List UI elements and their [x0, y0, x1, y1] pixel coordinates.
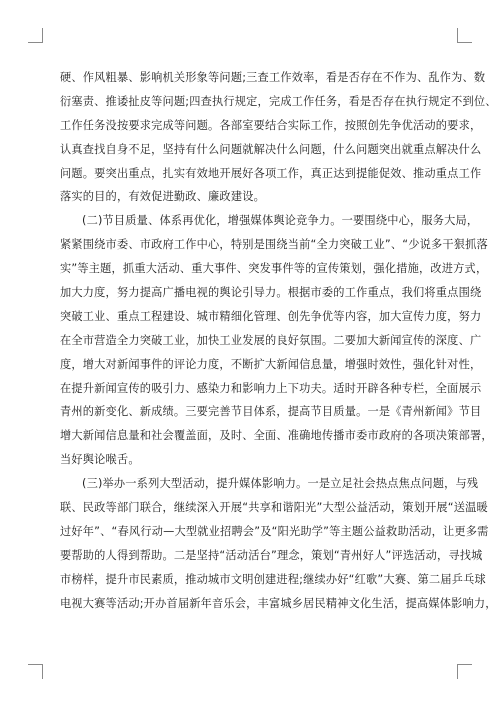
text-line: 联、民政等部门联合，继续深入开展“共享和谐阳光”大型公益活动，策划开展“送温暖 — [60, 501, 488, 515]
crop-mark-bottom-left — [28, 664, 43, 679]
text-line: 增大新闻信息量和社会覆盖面，及时、全面、准确地传播市委市政府的各项决策部署， — [60, 429, 493, 443]
text-line: 在全市营造全力突破工业，加快工业发展的良好氛围。二要加大新闻宣传的深度、广 — [60, 333, 482, 347]
text-line: 实”等主题，抓重大活动、重大事件、突发事件等的宣传策划，强化措施，改进方式， — [60, 262, 488, 276]
text-line: 电视大赛等活动;开办首届新年音乐会，丰富城乡居民精神文化生活，提高媒体影响力， — [60, 596, 497, 610]
crop-mark-top-left — [28, 28, 43, 43]
text-line: 问题。要突出重点，扎实有效地开展好各项工作，真正达到提能促效、推动重点工作 — [60, 166, 482, 180]
text-line: 衍塞责、推诿扯皮等问题;四查执行规定，完成工作任务，看是否存在执行规定不到位、 — [60, 94, 497, 108]
text-line: 要帮助的人得到帮助。二是坚持“活动活台”理念，策划“青州好人”评选活动，寻找城 — [60, 548, 483, 562]
text-line: 市榜样，提升市民素质，推动城市文明创建进程;继续办好“红歌”大赛、第二届乒乓球 — [60, 572, 486, 586]
crop-mark-top-right — [457, 28, 472, 43]
text-line: 过好年”、“春风行动—大型就业招聘会”及“阳光助学”等主题公益救助活动，让更多需 — [60, 524, 489, 538]
text-line: 在提升新闻宣传的吸引力、感染力和影响力上下功夫。适时开辟各种专栏，全面展示 — [60, 381, 482, 395]
text-line: 青州的新变化、新成绩。三要完善节目体系，提高节目质量。一是《青州新闻》节目 — [60, 405, 482, 419]
paragraph-heading-line: (二)节目质量、体系再优化，增强媒体舆论竞争力。一要围绕中心，服务大局， — [82, 214, 479, 228]
paragraph-heading-line: (三)举办一系列大型活动，提升媒体影响力。一是立足社会热点焦点问题，与残 — [82, 477, 479, 491]
text-line: 认真查找自身不足，坚持有什么问题就解决什么问题，什么问题突出就重点解决什么 — [60, 142, 482, 156]
text-line: 硬、作风粗暴、影响机关形象等问题;三查工作效率，看是否存在不作为、乱作为、数 — [60, 71, 486, 84]
text-line: 加大力度，努力提高广播电视的舆论引导力。根据市委的工作重点，我们将重点围绕 — [60, 286, 482, 300]
text-line: 度，增大对新闻事件的评论力度，不断扩大新闻信息量，增强时效性，强化针对性， — [60, 357, 482, 371]
text-line: 紧紧围绕市委、市政府工作中心，特别是围绕当前“全力突破工业”、“少说多干狠抓落 — [60, 238, 488, 252]
text-line: 工作任务没按要求完成等问题。各部室要结合实际工作，按照创先争优活动的要求， — [60, 118, 482, 132]
text-line: 当好舆论喉舌。 — [60, 453, 140, 467]
document-body — [60, 66, 497, 615]
crop-mark-bottom-right — [457, 664, 472, 679]
text-line: 突破工业、重点工程建设、城市精细化管理、创先争优等内容，加大宣传力度，努力 — [60, 309, 482, 323]
text-line: 落实的目的，有效促进勤政、廉政建设。 — [60, 190, 265, 204]
